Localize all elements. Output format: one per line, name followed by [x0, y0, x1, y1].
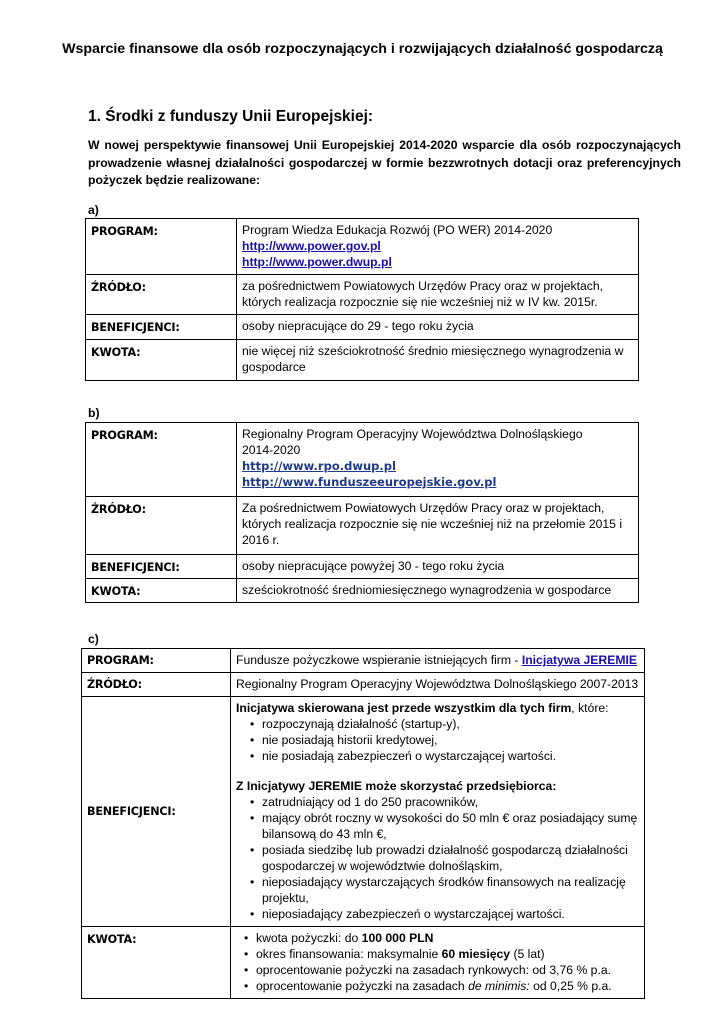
power-dwup-link[interactable]: http://www.power.dwup.pl	[242, 255, 392, 269]
zrodlo-value: Regionalny Program Operacyjny Województwa Dolnośląskiego 2007-2013	[231, 673, 645, 697]
program-name: Regionalny Program Operacyjny Województwa Dolnośląskiego 2014-2020	[242, 427, 583, 457]
zrodlo-label: ŹRÓDŁO:	[82, 673, 231, 697]
kwota-value: sześciokrotność średniomiesięcznego wynagrodzenia w gospodarce	[237, 579, 639, 603]
kwota-value: nie więcej niż sześciokrotność średnio miesięcznego wynagrodzenia w gospodarce	[237, 340, 639, 381]
zrodlo-value: Za pośrednictwem Powiatowych Urzędów Pracy oraz w projektach, których realizacja rozpocznie się nie wcześniej niż na przełomie 2015 i 2016 r.	[237, 497, 639, 555]
document-title: Wsparcie finansowe dla osób rozpoczynających i rozwijających działalność gospodarczą	[62, 41, 663, 57]
list-item: • nie posiadają historii kredytowej,	[250, 732, 640, 748]
list-item	[244, 978, 640, 994]
beneficjenci-label: BENEFICJENCI:	[86, 555, 237, 579]
jeremie-link[interactable]: Inicjatywa JEREMIE	[521, 653, 637, 667]
table-a	[85, 218, 639, 381]
beneficjenci-intro-bold: Inicjatywa skierowana jest przede wszystkim dla tych firm	[236, 701, 572, 715]
list-item: • nieposiadający wystarczających środków finansowych na realizację projektu,	[250, 874, 640, 906]
program-name: Fundusze pożyczkowe wspieranie istniejących firm -	[236, 653, 522, 667]
zrodlo-label: ŹRÓDŁO:	[86, 497, 237, 555]
kwota-4-post: od 0,25 % p.a.	[529, 979, 612, 993]
beneficjenci-intro	[236, 700, 640, 716]
beneficjenci-heading-2-text: Z Inicjatywy JEREMIE może skorzystać przedsiębiorca	[236, 779, 553, 793]
list-item: • zatrudniający od 1 do 250 pracowników,	[250, 794, 640, 810]
intro-paragraph: W nowej perspektywie finansowej Unii Europejskiej 2014-2020 wsparcie dla osób rozpoczynających prowadzenie własnej działalności gospodarczej w formie bezzwrotnych dotacji oraz preferencyjnych pożyczek będzie realizowane:	[88, 138, 681, 187]
kwota-4-text: oprocentowanie pożyczki na zasadach	[256, 979, 469, 993]
beneficjenci-list-1	[236, 716, 640, 764]
section-a-letter: a)	[88, 203, 99, 217]
kwota-label: KWOTA:	[86, 579, 237, 603]
kwota-label: KWOTA:	[86, 340, 237, 381]
kwota-1-text: kwota pożyczki: do	[256, 931, 362, 945]
list-item: • posiada siedzibę lub prowadzi działalność gospodarczą działalności gospodarczej w województwie dolnośląskim,	[250, 842, 640, 874]
section-heading: 1. Środki z funduszy Unii Europejskiej:	[88, 108, 374, 125]
beneficjenci-value	[231, 697, 645, 927]
program-label: PROGRAM:	[86, 219, 237, 275]
program-name: Program Wiedza Edukacja Rozwój (PO WER) 2014-2020	[242, 223, 553, 237]
kwota-value	[231, 927, 645, 999]
program-value	[237, 219, 639, 275]
beneficjenci-label: BENEFICJENCI:	[82, 697, 231, 927]
beneficjenci-intro-rest: , które:	[571, 701, 609, 715]
program-value	[237, 423, 639, 497]
program-label: PROGRAM:	[82, 649, 231, 673]
beneficjenci-value: osoby niepracujące powyżej 30 - tego roku życia	[237, 555, 639, 579]
beneficjenci-list-2	[236, 794, 640, 922]
rpo-dwup-link[interactable]: http://www.rpo.dwup.pl	[242, 459, 396, 473]
kwota-2-post: (5 lat)	[510, 947, 545, 961]
zrodlo-label: ŹRÓDŁO:	[86, 275, 237, 315]
power-link[interactable]: http://www.power.gov.pl	[242, 239, 381, 253]
list-item: • nieposiadający zabezpieczeń o wystarczającej wartości.	[250, 906, 640, 922]
beneficjenci-value: osoby niepracujące do 29 - tego roku życia	[237, 315, 639, 340]
list-item	[244, 946, 640, 962]
list-item: • rozpoczynają działalność (startup-y),	[250, 716, 640, 732]
kwota-2-bold: 60 miesięcy	[441, 947, 511, 961]
table-b	[85, 422, 639, 603]
beneficjenci-heading-2	[236, 778, 640, 794]
beneficjenci-heading-2-tail: :	[552, 779, 557, 793]
table-c	[81, 648, 645, 999]
program-value	[231, 649, 645, 673]
list-item: • oprocentowanie pożyczki na zasadach rynkowych: od 3,76 % p.a.	[244, 962, 640, 978]
beneficjenci-label: BENEFICJENCI:	[86, 315, 237, 340]
section-b-letter: b)	[88, 406, 100, 420]
list-item: • mający obrót roczny w wysokości do 50 mln € oraz posiadający sumę bilansową do 43 mln €,	[250, 810, 640, 842]
section-c-letter: c)	[88, 632, 99, 646]
kwota-label: KWOTA:	[82, 927, 231, 999]
kwota-2-text: okres finansowania: maksymalnie	[256, 947, 442, 961]
kwota-4-italic: de minimis:	[468, 979, 530, 993]
list-item: • nie posiadają zabezpieczeń o wystarczającej wartości.	[250, 748, 640, 764]
kwota-list	[236, 930, 640, 994]
program-label: PROGRAM:	[86, 423, 237, 497]
zrodlo-value: za pośrednictwem Powiatowych Urzędów Pracy oraz w projektach, których realizacja rozpocznie się nie wcześniej niż w IV kw. 2015r.	[237, 275, 639, 315]
kwota-1-bold: 100 000 PLN	[361, 931, 434, 945]
list-item	[244, 930, 640, 946]
fundusze-link[interactable]: http://www.funduszeeuropejskie.gov.pl	[242, 475, 497, 489]
